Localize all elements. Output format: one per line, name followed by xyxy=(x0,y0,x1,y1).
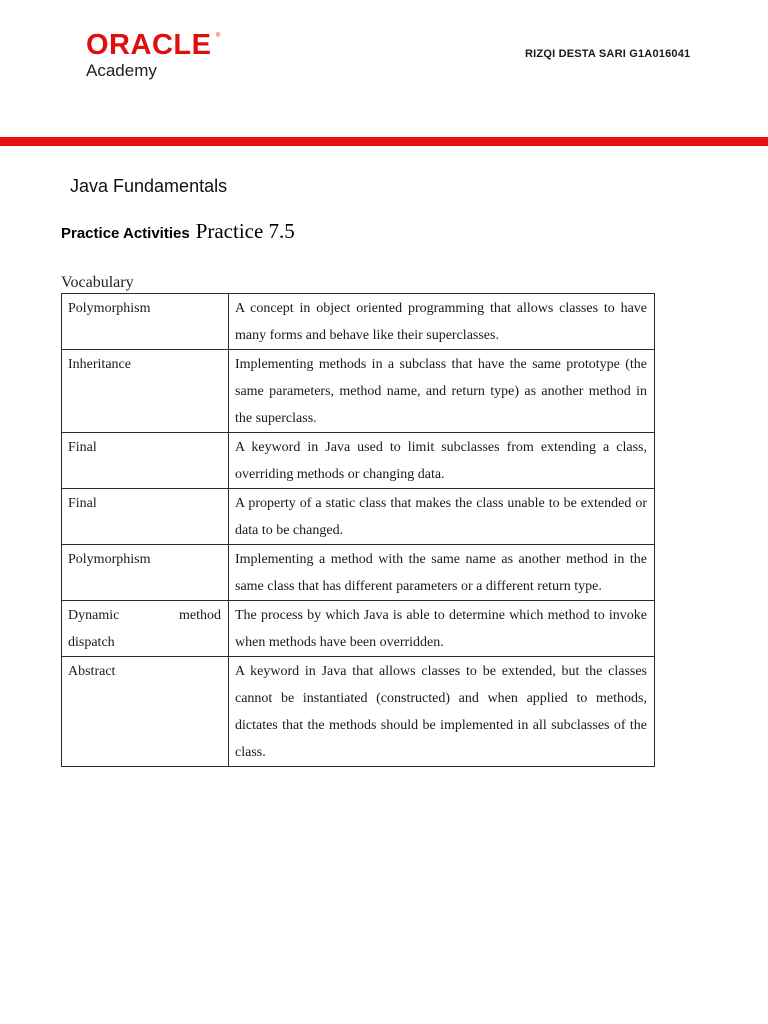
oracle-academy-logo xyxy=(86,30,226,81)
vocab-definition: A property of a static class that makes the class unable to be extended or data to be changed. xyxy=(229,489,655,545)
vocab-term-word: Dynamic xyxy=(68,608,120,623)
vocab-term: Abstract xyxy=(62,657,229,767)
practice-number: Practice 7.5 xyxy=(195,219,295,243)
table-row xyxy=(62,489,655,545)
logo-registered-mark: ® xyxy=(216,33,221,39)
table-row xyxy=(62,350,655,433)
vocab-term: Inheritance xyxy=(62,350,229,433)
vocab-definition: A keyword in Java used to limit subclasses from extending a class, overriding methods or changing data. xyxy=(229,433,655,489)
header-divider xyxy=(0,137,768,146)
table-row xyxy=(62,545,655,601)
practice-heading xyxy=(61,219,295,244)
vocab-definition: Implementing a method with the same name as another method in the same class that has different parameters or a different return type. xyxy=(229,545,655,601)
vocabulary-table xyxy=(61,293,655,767)
vocab-definition: Implementing methods in a subclass that have the same prototype (the same parameters, method name, and return type) as another method in the superclass. xyxy=(229,350,655,433)
vocab-term: Polymorphism xyxy=(62,545,229,601)
table-row xyxy=(62,433,655,489)
vocab-term-line xyxy=(68,602,221,629)
vocab-term: Polymorphism xyxy=(62,294,229,350)
table-row xyxy=(62,657,655,767)
vocab-definition: A concept in object oriented programming that allows classes to have many forms and behave like their superclasses. xyxy=(229,294,655,350)
vocab-term: Final xyxy=(62,489,229,545)
vocab-definition: The process by which Java is able to determine which method to invoke when methods have been overridden. xyxy=(229,601,655,657)
practice-label: Practice Activities xyxy=(61,225,190,242)
table-row xyxy=(62,294,655,350)
vocab-term-word: method xyxy=(179,608,221,623)
course-title: Java Fundamentals xyxy=(70,176,228,196)
logo-brand: ORACLE xyxy=(86,29,212,61)
vocab-term: Final xyxy=(62,433,229,489)
section-heading: Vocabulary xyxy=(61,274,134,291)
author-name: RIZQI DESTA SARI G1A016041 xyxy=(525,48,691,60)
vocab-term-line: dispatch xyxy=(68,635,115,650)
table-row xyxy=(62,601,655,657)
vocab-term xyxy=(62,601,229,657)
vocab-definition: A keyword in Java that allows classes to be extended, but the classes cannot be instantiated (constructed) and when applied to methods, dictates that the methods should be implemented in all subclasses of the class. xyxy=(229,657,655,767)
logo-subtitle: Academy xyxy=(86,61,157,80)
